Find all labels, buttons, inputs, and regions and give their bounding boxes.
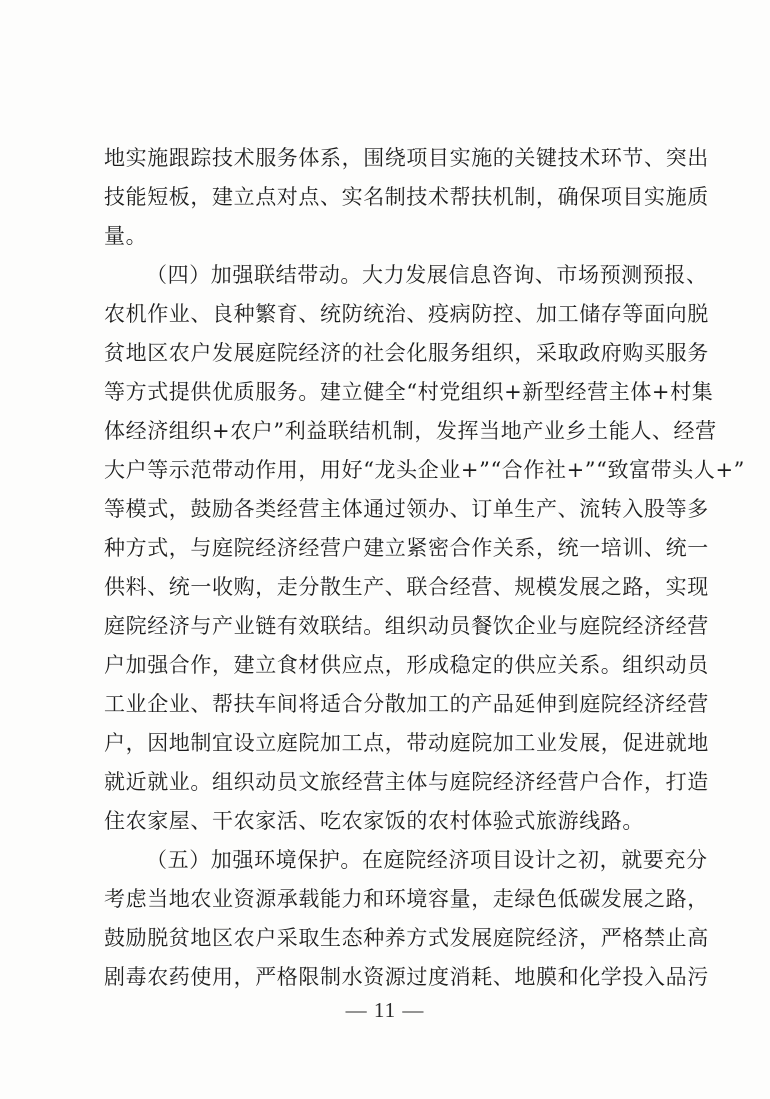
text-line: 体经济组织+农户”利益联结机制，发挥当地产业乡土能人、经营 [104, 419, 717, 443]
text-line: 住农家屋、干农家活、吃农家饭的农村体验式旅游线路。 [104, 809, 644, 833]
text-line: 农机作业、良种繁育、统防统治、疫病防控、加工储存等面向脱 [104, 302, 709, 326]
text-line: 考虑当地农业资源承载能力和环境容量，走绿色低碳发展之路， [104, 887, 709, 911]
text-line: 庭院经济与产业链有效联结。组织动员餐饮企业与庭院经济经营 [104, 614, 709, 638]
page-number: — 11 — [345, 998, 425, 1022]
text-line: 等方式提供优质服务。建立健全“村党组织+新型经营主体+村集 [104, 380, 714, 404]
text-line: 就近就业。组织动员文旅经营主体与庭院经济经营户合作，打造 [104, 770, 709, 794]
text-line: 鼓励脱贫地区农户采取生态种养方式发展庭院经济，严格禁止高 [104, 926, 709, 950]
text-line: 等模式，鼓励各类经营主体通过领办、订单生产、流转入股等多 [104, 497, 709, 521]
body-text [104, 139, 745, 997]
text-line: 技能短板，建立点对点、实名制技术帮扶机制，确保项目实施质 [104, 185, 709, 209]
text-line: 户加强合作，建立食材供应点，形成稳定的供应关系。组织动员 [104, 653, 709, 677]
section-heading-line: （五）加强环境保护。在庭院经济项目设计之初，就要充分 [146, 848, 708, 872]
text-line: 种方式，与庭院经济经营户建立紧密合作关系，统一培训、统一 [104, 536, 709, 560]
text-line: 户，因地制宜设立庭院加工点，带动庭院加工业发展，促进就地 [104, 731, 709, 755]
section-heading-line: （四）加强联结带动。大力发展信息咨询、市场预测预报、 [146, 263, 708, 287]
text-line: 大户等示范带动作用，用好“龙头企业+”“合作社+”“致富带头人+” [104, 458, 745, 482]
text-line: 工业企业、帮扶车间将适合分散加工的产品延伸到庭院经济经营 [104, 692, 709, 716]
text-line: 贫地区农户发展庭院经济的社会化服务组织，采取政府购买服务 [104, 341, 709, 365]
text-line: 剧毒农药使用，严格限制水资源过度消耗、地膜和化学投入品污 [104, 965, 709, 989]
text-line: 量。 [104, 224, 148, 248]
text-line: 地实施跟踪技术服务体系，围绕项目实施的关键技术环节、突出 [104, 146, 709, 170]
text-line: 供料、统一收购，走分散生产、联合经营、规模发展之路，实现 [104, 575, 709, 599]
